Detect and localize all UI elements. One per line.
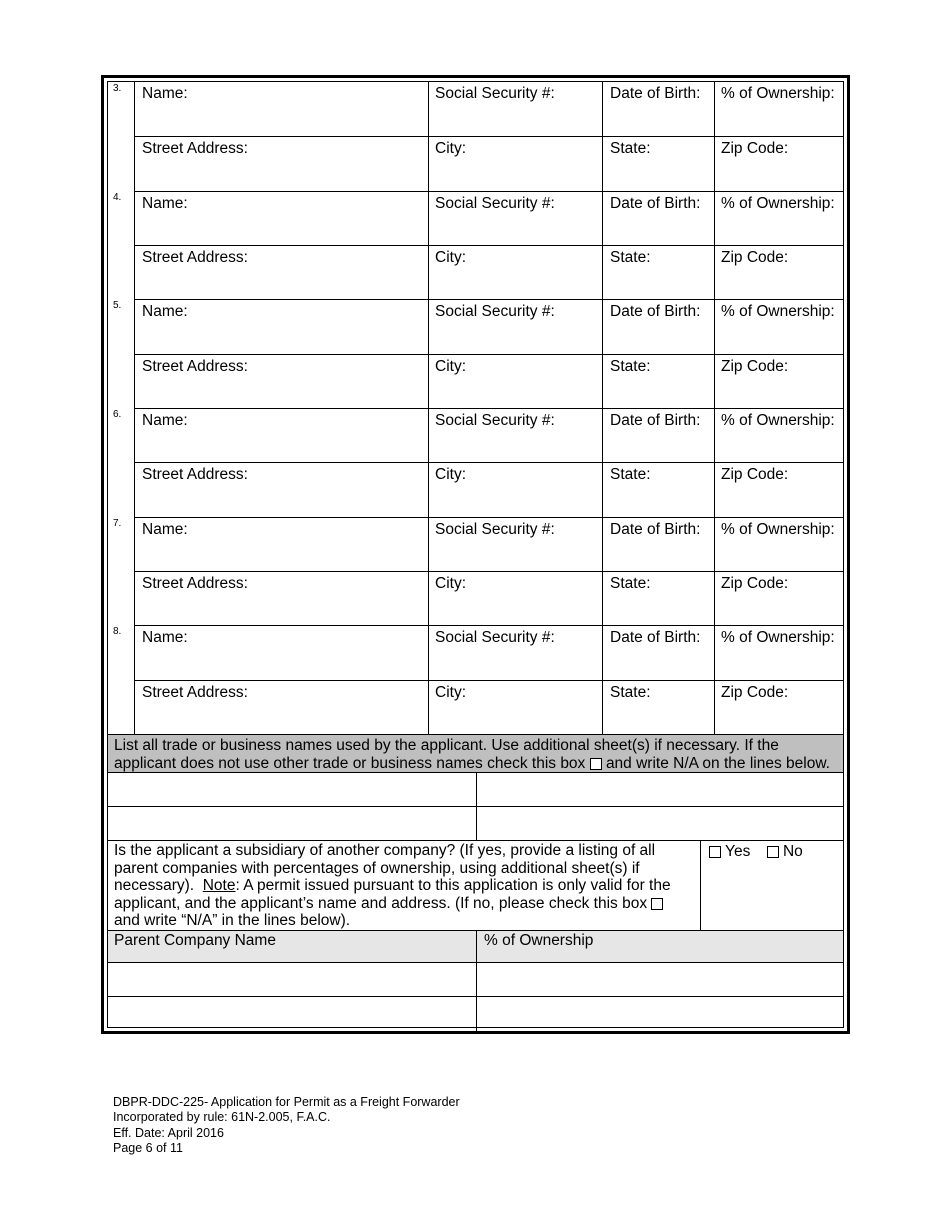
- ownership-label: % of Ownership:: [721, 85, 835, 102]
- subsidiary-line-3: [114, 877, 694, 895]
- owner-identity-row: [134, 625, 843, 680]
- city-label: City:: [435, 683, 466, 701]
- footer-form-title: DBPR-DDC-225- Application for Permit as a Freight Forwarder: [113, 1095, 460, 1109]
- ownership-label: % of Ownership:: [721, 303, 835, 321]
- street-label: Street Address:: [142, 683, 248, 701]
- dob-label: Date of Birth:: [610, 629, 701, 647]
- state-label: State:: [610, 248, 651, 266]
- owner-block: [108, 625, 843, 734]
- trade-name-row-1: [108, 772, 843, 807]
- note-label: Note: [202, 877, 236, 895]
- trade-names-line-2-b: and write N/A on the lines below.: [605, 754, 830, 772]
- owner-address-row: [134, 571, 843, 626]
- footer-page-number: Page 6 of 11: [113, 1140, 183, 1155]
- city-label: City:: [435, 248, 466, 266]
- ssn-label: Social Security #:: [435, 85, 555, 102]
- dob-label: Date of Birth:: [610, 520, 701, 538]
- subsidiary-question: [108, 840, 843, 931]
- ssn-label: Social Security #:: [435, 411, 555, 429]
- ssn-label: Social Security #:: [435, 303, 555, 321]
- ssn-label: Social Security #:: [435, 629, 555, 647]
- parent-ownership-field-1[interactable]: [477, 963, 843, 997]
- ssn-label: Social Security #:: [435, 520, 555, 538]
- parent-row-2: [108, 996, 843, 1031]
- ownership-label: % of Ownership:: [721, 520, 835, 538]
- name-label: Name:: [142, 303, 188, 321]
- trade-name-field-left-1[interactable]: [108, 773, 476, 807]
- name-label: Name:: [142, 85, 188, 102]
- owner-identity-row: [134, 299, 843, 354]
- trade-names-line-2-a: applicant does not use other trade or business names check this box: [114, 754, 586, 772]
- state-label: State:: [610, 140, 651, 158]
- no-trade-names-checkbox[interactable]: [590, 758, 602, 770]
- parent-company-name-field-2[interactable]: [108, 997, 476, 1031]
- owner-address-row: [134, 680, 843, 735]
- name-label: Name:: [142, 194, 188, 212]
- owner-number: 3.: [113, 83, 122, 94]
- owner-block: [108, 299, 843, 408]
- owner-address-row: [134, 245, 843, 300]
- trade-name-row-2: [108, 806, 843, 841]
- street-label: Street Address:: [142, 248, 248, 266]
- dob-label: Date of Birth:: [610, 303, 701, 321]
- owner-number: 8.: [113, 626, 122, 638]
- zip-label: Zip Code:: [721, 357, 789, 375]
- owner-block: [108, 517, 843, 626]
- owner-identity-row: [134, 82, 843, 136]
- trade-names-line-1: List all trade or business names used by the applicant. Use additional sheet(s) if necessary. If the: [114, 737, 779, 754]
- parent-table-header: [108, 930, 843, 963]
- owner-address-row: [134, 136, 843, 191]
- subsidiary-line-3-post: : A permit issued pursuant to this application is only valid for the: [235, 877, 671, 895]
- street-label: Street Address:: [142, 357, 248, 375]
- owners-form: [107, 81, 844, 1028]
- street-label: Street Address:: [142, 466, 248, 484]
- form-frame: [101, 75, 850, 1034]
- city-label: City:: [435, 466, 466, 484]
- street-label: Street Address:: [142, 140, 248, 158]
- zip-label: Zip Code:: [721, 248, 789, 266]
- parent-company-name-header: Parent Company Name: [114, 932, 276, 949]
- zip-label: Zip Code:: [721, 466, 789, 484]
- parent-row-1: [108, 962, 843, 997]
- trade-names-line-2: [114, 755, 830, 773]
- yes-label: Yes: [725, 843, 751, 860]
- name-label: Name:: [142, 411, 188, 429]
- footer-rule: Incorporated by rule: 61N-2.005, F.A.C.: [113, 1110, 331, 1125]
- subsidiary-line-4-text: applicant, and the applicant’s name and address. (If no, please check this box: [114, 894, 648, 912]
- owner-address-row: [134, 354, 843, 409]
- owner-number: 5.: [113, 300, 122, 312]
- name-label: Name:: [142, 629, 188, 647]
- owner-block: [108, 191, 843, 300]
- city-label: City:: [435, 574, 466, 592]
- owner-identity-row: [134, 408, 843, 463]
- trade-name-field-right-1[interactable]: [477, 773, 843, 807]
- name-label: Name:: [142, 520, 188, 538]
- owner-number: 6.: [113, 408, 122, 420]
- state-label: State:: [610, 683, 651, 701]
- owner-identity-row: [134, 517, 843, 572]
- trade-name-field-left-2[interactable]: [108, 807, 476, 841]
- state-label: State:: [610, 466, 651, 484]
- ownership-label: % of Ownership:: [721, 411, 835, 429]
- subsidiary-line-3-pre: necessary).: [114, 877, 203, 895]
- page-footer: [113, 1095, 460, 1156]
- not-subsidiary-checkbox[interactable]: [651, 898, 663, 910]
- subsidiary-line-5: and write “N/A” in the lines below).: [114, 912, 351, 930]
- parent-ownership-field-2[interactable]: [477, 997, 843, 1031]
- ssn-label: Social Security #:: [435, 194, 555, 212]
- zip-label: Zip Code:: [721, 574, 789, 592]
- city-label: City:: [435, 357, 466, 375]
- yes-no-options: [709, 843, 803, 861]
- trade-name-field-right-2[interactable]: [477, 807, 843, 841]
- dob-label: Date of Birth:: [610, 411, 701, 429]
- zip-label: Zip Code:: [721, 140, 789, 158]
- parent-ownership-header: % of Ownership: [484, 932, 594, 949]
- subsidiary-line-1: Is the applicant a subsidiary of another company? (If yes, provide a listing of all: [114, 842, 656, 859]
- owner-number: 4.: [113, 191, 122, 203]
- state-label: State:: [610, 574, 651, 592]
- ownership-label: % of Ownership:: [721, 194, 835, 212]
- parent-company-name-field-1[interactable]: [108, 963, 476, 997]
- owner-identity-row: [134, 191, 843, 246]
- owner-block: [108, 408, 843, 517]
- trade-names-instruction: [108, 734, 843, 773]
- no-checkbox[interactable]: [767, 846, 779, 858]
- owner-block: [108, 82, 843, 191]
- subsidiary-line-2: parent companies with percentages of ownership, using additional sheet(s) if: [114, 859, 640, 877]
- dob-label: Date of Birth:: [610, 194, 701, 212]
- state-label: State:: [610, 357, 651, 375]
- owner-number: 7.: [113, 517, 122, 529]
- yes-checkbox[interactable]: [709, 846, 721, 858]
- no-label: No: [782, 843, 803, 860]
- footer-eff-date: Eff. Date: April 2016: [113, 1125, 224, 1140]
- street-label: Street Address:: [142, 574, 248, 592]
- zip-label: Zip Code:: [721, 683, 789, 701]
- owner-address-row: [134, 462, 843, 517]
- dob-label: Date of Birth:: [610, 85, 701, 102]
- ownership-label: % of Ownership:: [721, 629, 835, 647]
- subsidiary-line-4: [114, 895, 694, 913]
- city-label: City:: [435, 140, 466, 158]
